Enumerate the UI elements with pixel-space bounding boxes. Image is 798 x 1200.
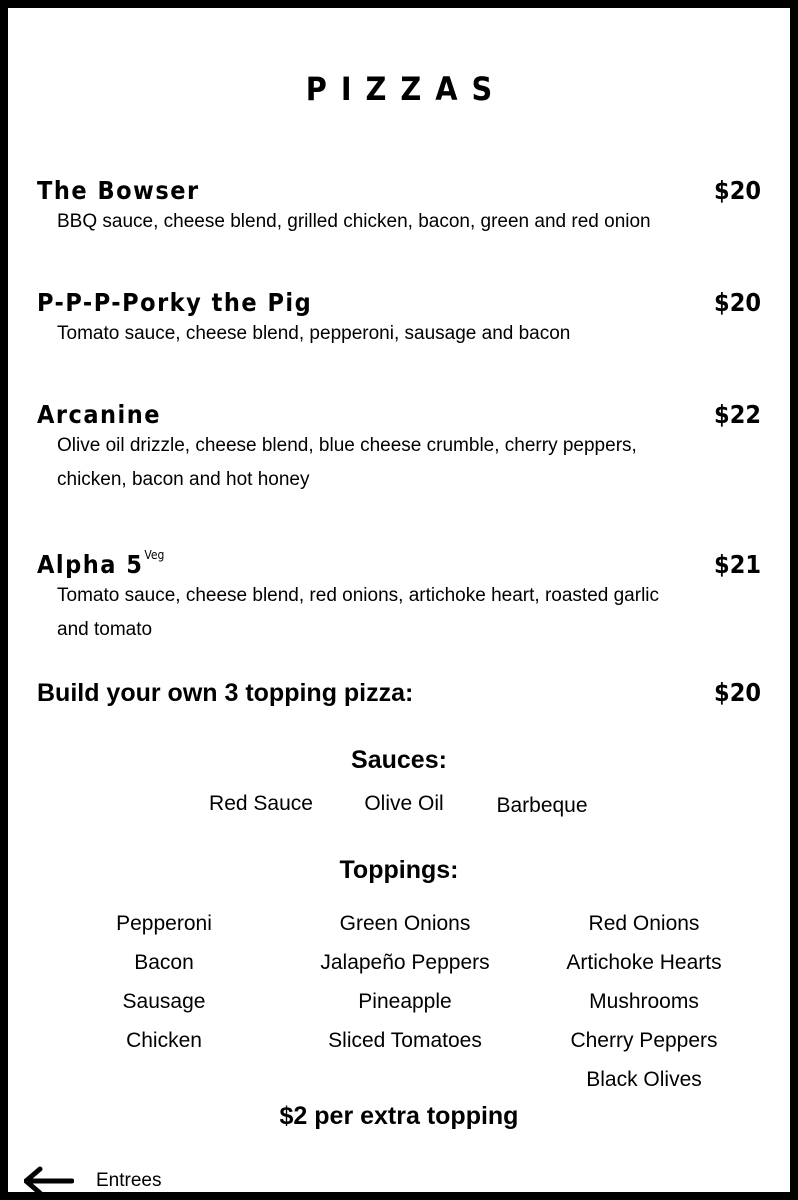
build-label: Build your own 3 topping pizza:: [37, 679, 414, 707]
build-price: $20: [714, 678, 761, 707]
toppings-heading: Toppings:: [339, 856, 459, 884]
pizza-item-alpha-5: [37, 548, 761, 647]
page-title: PIZZAS: [305, 70, 507, 108]
back-to-entrees-link[interactable]: [24, 1166, 161, 1196]
pizza-name: Alpha $5^{Veg}$: [37, 548, 165, 579]
pizza-item-porky-the-pig: [37, 288, 761, 351]
topping-item: Chicken: [126, 1029, 202, 1052]
topping-item: Sliced Tomatoes: [328, 1029, 482, 1052]
pizza-description: Tomato sauce, cheese blend, red onions, artichoke heart, roasted garlic and tomato: [57, 585, 660, 640]
topping-item: Bacon: [134, 951, 194, 974]
topping-item: Sausage: [122, 990, 206, 1013]
sauce-option: Barbeque: [496, 794, 588, 817]
pizza-item-the-bowser: [37, 176, 761, 239]
toppings-column-mixed: [320, 904, 489, 1060]
veg-badge: Veg: [144, 548, 165, 562]
pizza-name: P-P-P-Porky the Pig: [37, 288, 313, 317]
back-link-label: Entrees: [96, 1170, 162, 1191]
pizza-price: $21: [714, 550, 761, 579]
topping-item: Artichoke Hearts: [566, 951, 722, 974]
topping-item: Red Onions: [588, 912, 700, 935]
sauce-option: Red Sauce: [209, 792, 313, 815]
pizza-price: $22: [714, 400, 761, 429]
topping-item: Pepperoni: [116, 912, 212, 935]
pizza-name: The Bowser: [37, 176, 200, 205]
sauces-heading: Sauces:: [351, 746, 447, 774]
pizza-description: Tomato sauce, cheese blend, pepperoni, sausage and bacon: [57, 323, 571, 344]
pizza-item-arcanine: [37, 400, 761, 497]
pizza-price: $20: [714, 176, 761, 205]
topping-item: Mushrooms: [589, 990, 699, 1013]
topping-item: Green Onions: [339, 912, 471, 935]
topping-item: Black Olives: [586, 1068, 702, 1091]
build-your-own: [37, 678, 761, 708]
topping-item: Cherry Peppers: [570, 1029, 718, 1052]
extra-topping-note: $2 per extra topping: [279, 1102, 519, 1130]
pizza-price: $20: [714, 288, 761, 317]
pizza-name: Arcanine: [37, 400, 161, 429]
sauce-option: Olive Oil: [364, 792, 444, 815]
topping-item: Pineapple: [358, 990, 452, 1013]
pizza-description: Olive oil drizzle, cheese blend, blue cheese crumble, cherry peppers, chicken, bacon and hot honey: [57, 435, 637, 490]
topping-item: Jalapeño Peppers: [320, 951, 490, 974]
arrow-left-icon: [24, 1166, 74, 1196]
pizza-description: BBQ sauce, cheese blend, grilled chicken, bacon, green and red onion: [57, 211, 651, 232]
toppings-column-meats: [116, 904, 212, 1060]
toppings-column-veggies: [566, 904, 721, 1099]
